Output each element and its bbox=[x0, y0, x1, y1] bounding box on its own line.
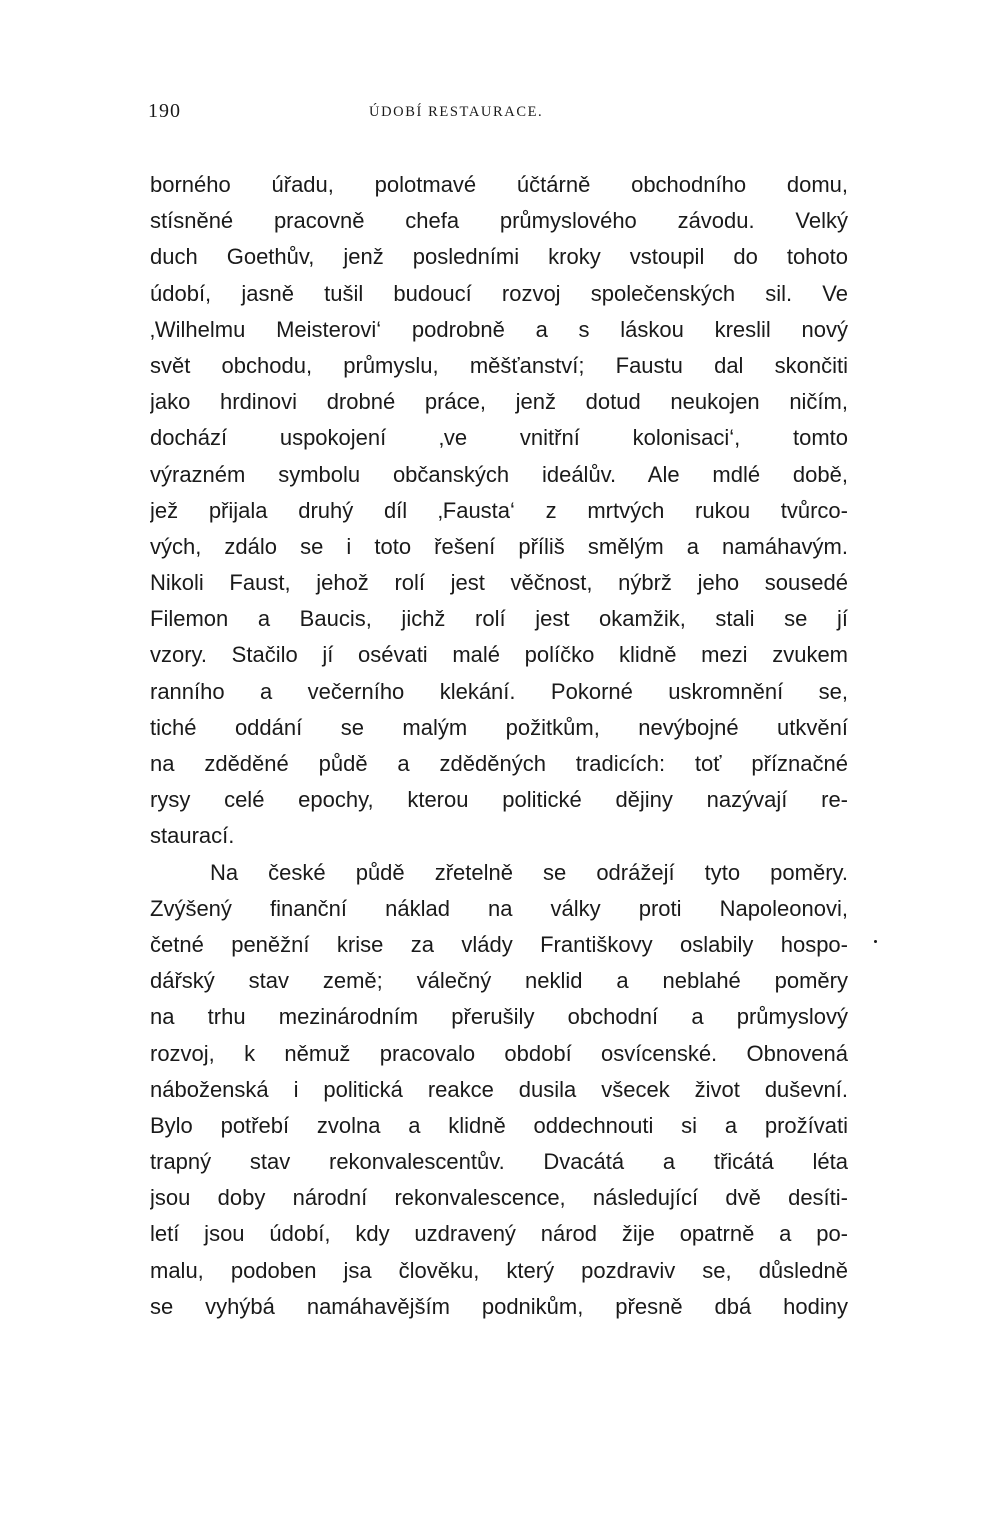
text-line: se vyhýbá namáhavějším podnikům, přesně dbá hodiny bbox=[150, 1293, 848, 1319]
text-line: svět obchodu, průmyslu, měšťanství; Faustu dal skončiti bbox=[150, 352, 848, 378]
text-line: borného úřadu, polotmavé účtárně obchodního domu, bbox=[150, 172, 848, 197]
text-line: na zděděné půdě a zděděných tradicích: toť příznačné bbox=[150, 751, 848, 776]
text-line: Bylo potřebí zvolna a klidně oddechnouti si a prožívati bbox=[150, 1112, 848, 1138]
page-number: 190 bbox=[148, 100, 181, 122]
body-text bbox=[150, 167, 848, 1325]
text-line: četné peněžní krise za vlády Františkovy oslabily hospo- bbox=[150, 931, 848, 957]
text-line: letí jsou údobí, kdy uzdravený národ žije opatrně a po- bbox=[150, 1221, 848, 1247]
text-line: rozvoj, k němuž pracovalo období osvícenské. Obnovená bbox=[150, 1040, 848, 1066]
margin-speck bbox=[874, 940, 877, 943]
text-line: jež přijala druhý díl ‚Fausta‘ z mrtvých rukou tvůrco- bbox=[150, 497, 848, 523]
text-line: ‚Wilhelmu Meisterovi‘ podrobně a s láskou kreslil nový bbox=[150, 316, 848, 342]
text-line: duch Goethův, jenž posledními kroky vstoupil do tohoto bbox=[150, 244, 848, 270]
text-line: vzory. Stačilo jí osévati malé políčko klidně mezi zvukem bbox=[150, 642, 848, 668]
text-line: náboženská i politická reakce dusila všecek život duševní. bbox=[150, 1076, 848, 1102]
text-line: staurací. bbox=[150, 823, 235, 849]
text-line: Nikoli Faust, jehož rolí jest věčnost, nýbrž jeho sousedé bbox=[150, 570, 848, 596]
text-line: tiché oddání se malým požitkům, nevýbojné utkvění bbox=[150, 714, 848, 740]
text-line: údobí, jasně tušil budoucí rozvoj společenských sil. Ve bbox=[150, 280, 848, 306]
text-line: stísněné pracovně chefa průmyslového závodu. Velký bbox=[150, 208, 848, 234]
text-line: malu, podoben jsa člověku, který pozdraviv se, důsledně bbox=[150, 1257, 848, 1283]
text-line: dochází uspokojení ‚ve vnitřní kolonisaci‘, tomto bbox=[150, 425, 848, 451]
running-header bbox=[0, 100, 998, 130]
text-line: dářský stav země; válečný neklid a neblahé poměry bbox=[150, 968, 848, 994]
text-line: Zvýšený finanční náklad na války proti Napoleonovi, bbox=[150, 895, 848, 921]
text-line: trapný stav rekonvalescentův. Dvacátá a třicátá léta bbox=[150, 1149, 848, 1175]
text-line: výrazném symbolu občanských ideálův. Ale mdlé době, bbox=[150, 461, 848, 487]
text-line: Filemon a Baucis, jichž rolí jest okamžik, stali se jí bbox=[150, 606, 848, 632]
running-title: ÚDOBÍ RESTAURACE. bbox=[369, 104, 544, 120]
text-line: jako hrdinovi drobné práce, jenž dotud neukojen ničím, bbox=[150, 389, 848, 415]
text-line: vých, zdálo se i toto řešení příliš smělým a namáhavým. bbox=[150, 533, 848, 559]
text-line: rysy celé epochy, kterou politické dějiny nazývají re- bbox=[150, 787, 848, 813]
text-line: na trhu mezinárodním přerušily obchodní a průmyslový bbox=[150, 1004, 848, 1030]
paragraph-first-line: Na české půdě zřetelně se odrážejí tyto poměry. bbox=[210, 859, 848, 885]
text-line: jsou doby národní rekonvalescence, následující dvě desíti- bbox=[150, 1185, 848, 1211]
text-line: ranního a večerního klekání. Pokorné uskromnění se, bbox=[150, 678, 848, 704]
